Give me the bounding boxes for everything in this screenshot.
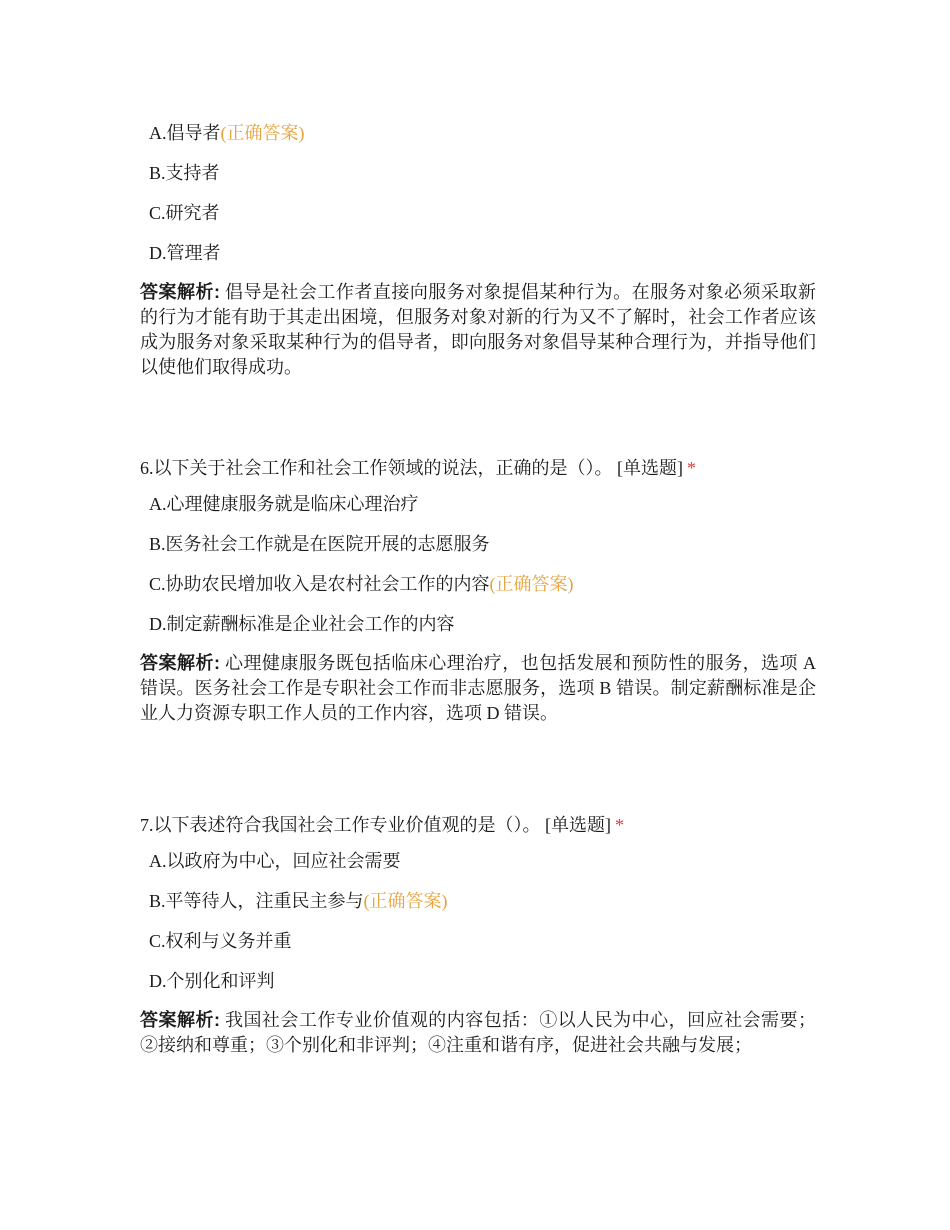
correct-answer-tag: (正确答案): [363, 891, 448, 911]
q6-option-b[interactable]: [140, 531, 816, 571]
q7-option-b[interactable]: [140, 888, 816, 928]
q5-option-b[interactable]: [140, 160, 816, 200]
correct-answer-tag: (正确答案): [220, 123, 305, 143]
q7-option-c[interactable]: [140, 928, 816, 968]
required-mark: *: [615, 815, 624, 835]
q6-option-a[interactable]: [140, 491, 816, 531]
option-text: D.制定薪酬标准是企业社会工作的内容: [149, 614, 455, 634]
option-text: B.支持者: [149, 163, 220, 183]
analysis-label: 答案解析:: [140, 282, 220, 302]
question-type: [单选题]: [617, 458, 683, 478]
q6-analysis: [140, 651, 816, 726]
q5-analysis: [140, 280, 816, 380]
q5-option-c[interactable]: [140, 200, 816, 240]
q5-option-d[interactable]: [140, 240, 816, 280]
q7-option-d[interactable]: [140, 968, 816, 1008]
analysis-label: 答案解析:: [140, 653, 220, 673]
analysis-text: 倡导是社会工作者直接向服务对象提倡某种行为。在服务对象必须采取新的行为才能有助于其走出困境，但服务对象对新的行为又不了解时，社会工作者应该成为服务对象采取某种行为的倡导者，即向服务对象倡导某种合理行为，并指导他们以使他们取得成功。: [140, 282, 817, 377]
question-7-block: [140, 812, 816, 1058]
correct-answer-tag: (正确答案): [489, 574, 574, 594]
question-5-block: [140, 120, 816, 380]
q7-option-a[interactable]: [140, 848, 816, 888]
q6-question: [140, 455, 816, 481]
option-text: C.研究者: [149, 203, 220, 223]
analysis-text: 心理健康服务既包括临床心理治疗，也包括发展和预防性的服务，选项 A 错误。医务社会工作是专职社会工作而非志愿服务，选项 B 错误。制定薪酬标准是企业人力资源专职工作人员的工作内容，选项 D 错误。: [140, 653, 817, 723]
option-text: B.平等待人，注重民主参与: [149, 891, 364, 911]
analysis-text: 我国社会工作专业价值观的内容包括：①以人民为中心，回应社会需要；②接纳和尊重；③个别化和非评判；④注重和谐有序，促进社会共融与发展；: [140, 1010, 817, 1055]
q5-option-a[interactable]: [140, 120, 816, 160]
required-mark: *: [687, 458, 696, 478]
q6-option-c[interactable]: [140, 571, 816, 611]
question-text: 7.以下表述符合我国社会工作专业价值观的是（）。: [140, 815, 541, 835]
q6-option-d[interactable]: [140, 611, 816, 651]
analysis-label: 答案解析:: [140, 1010, 220, 1030]
option-text: B.医务社会工作就是在医院开展的志愿服务: [149, 534, 490, 554]
option-text: A.倡导者: [149, 123, 221, 143]
option-text: A.心理健康服务就是临床心理治疗: [149, 494, 419, 514]
question-6-block: [140, 455, 816, 726]
question-type: [单选题]: [545, 815, 611, 835]
option-text: D.个别化和评判: [149, 971, 275, 991]
option-text: C.协助农民增加收入是农村社会工作的内容: [149, 574, 490, 594]
q7-analysis: [140, 1008, 816, 1058]
question-text: 6.以下关于社会工作和社会工作领域的说法，正确的是（）。: [140, 458, 613, 478]
option-text: A.以政府为中心，回应社会需要: [149, 851, 401, 871]
q7-question: [140, 812, 816, 838]
option-text: D.管理者: [149, 243, 221, 263]
option-text: C.权利与义务并重: [149, 931, 292, 951]
